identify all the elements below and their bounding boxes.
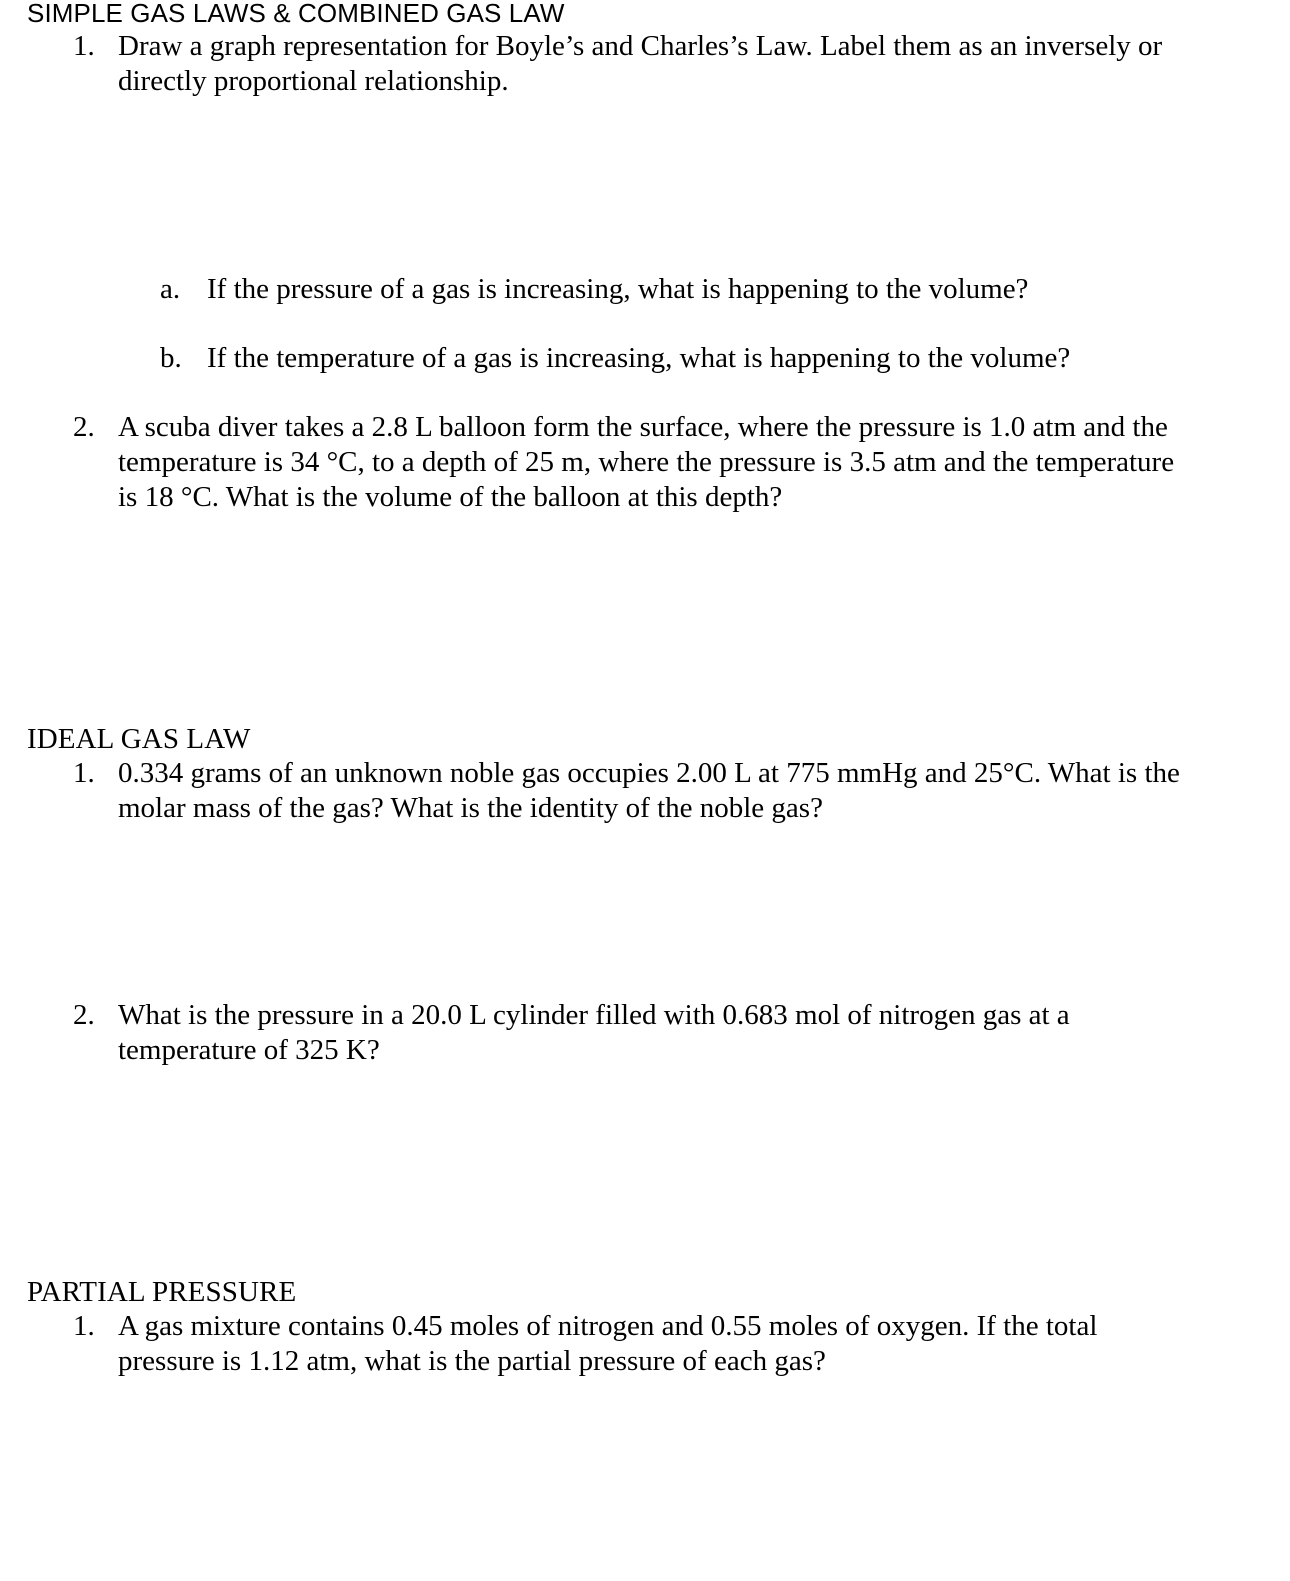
question-number: 1. <box>73 1310 95 1342</box>
subquestion-label: b. <box>160 342 182 374</box>
section-title-ideal-gas-law: IDEAL GAS LAW <box>27 723 251 755</box>
section-title-simple-gas-laws: SIMPLE GAS LAWS & COMBINED GAS LAW <box>27 0 565 28</box>
question-number: 2. <box>73 999 95 1031</box>
question-number: 1. <box>73 30 95 62</box>
question-number: 1. <box>73 757 95 789</box>
question-text: A gas mixture contains 0.45 moles of nitrogen and 0.55 moles of oxygen. If the total pressure is 1.12 atm, what is the partial pressure of each gas? <box>118 1310 1098 1377</box>
question-text: A scuba diver takes a 2.8 L balloon form the surface, where the pressure is 1.0 atm and the temperature is 34 °C, to a depth of 25 m, where the pressure is 3.5 atm and the temperature is 18 °C. What is the volume of the balloon at this depth? <box>118 411 1175 513</box>
section-title-partial-pressure: PARTIAL PRESSURE <box>27 1276 297 1308</box>
subquestion-label: a. <box>160 273 181 305</box>
question-text: What is the pressure in a 20.0 L cylinder filled with 0.683 mol of nitrogen gas at a temperature of 325 K? <box>118 999 1070 1066</box>
question-number: 2. <box>73 411 95 443</box>
subquestion-text: If the pressure of a gas is increasing, what is happening to the volume? <box>207 273 1029 305</box>
subquestion-text: If the temperature of a gas is increasing, what is happening to the volume? <box>207 342 1071 374</box>
question-text: Draw a graph representation for Boyle’s and Charles’s Law. Label them as an inversely or directly proportional relationship. <box>118 30 1163 97</box>
question-text: 0.334 grams of an unknown noble gas occupies 2.00 L at 775 mmHg and 25°C. What is the molar mass of the gas? What is the identity of the noble gas? <box>118 757 1180 824</box>
